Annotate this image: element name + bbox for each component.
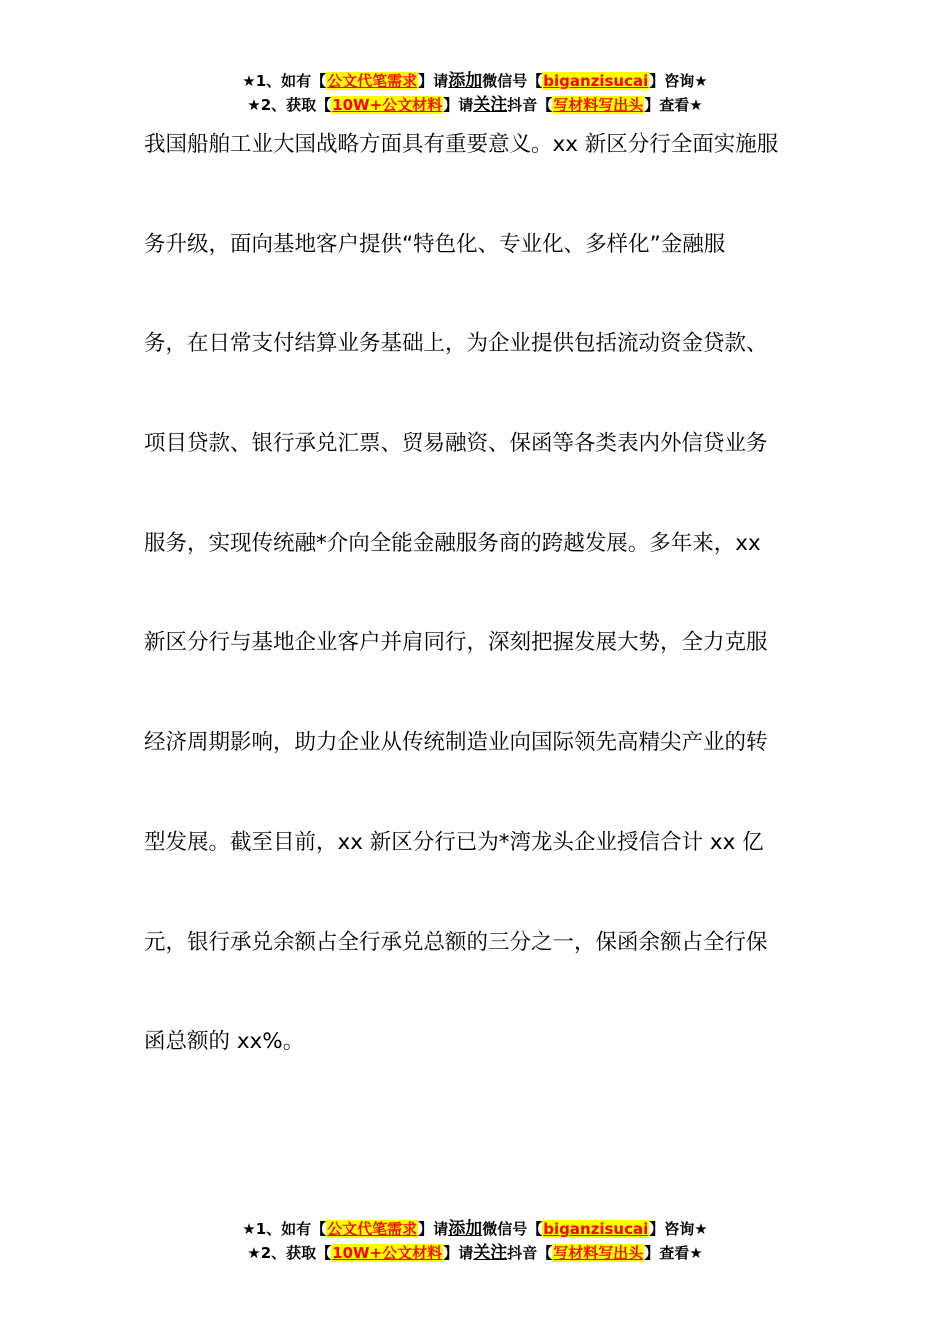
banner-highlight: 写材料写出头 <box>553 1244 644 1262</box>
body-line: 务升级，面向基地客户提供“特色化、专业化、多样化”金融服 <box>144 231 726 257</box>
body-line: 我国船舶工业大国战略方面具有重要意义。xx 新区分行全面实施服 <box>144 132 779 157</box>
banner-highlight: 10W+公文材料 <box>332 1244 443 1262</box>
banner-text: 】请 <box>418 1220 449 1238</box>
body-line: 服务，实现传统融*介向全能金融服务商的跨越发展。多年来，xx <box>144 530 761 556</box>
banner-text: 微信号【 <box>482 72 543 90</box>
banner-text: 微信号【 <box>482 1220 543 1238</box>
body-line: 新区分行与基地企业客户并肩同行，深刻把握发展大势，全力克服 <box>144 630 768 656</box>
banner-text: ★2、获取【 <box>247 1244 332 1262</box>
banner-line-1 <box>0 1217 950 1241</box>
footer-banner <box>0 1217 950 1265</box>
banner-emphasis: 添加 <box>448 71 483 91</box>
banner-emphasis: 关注 <box>473 95 508 115</box>
banner-text: 】查看★ <box>644 1244 703 1262</box>
banner-text: ★1、如有【 <box>242 72 327 90</box>
banner-line-2 <box>0 1241 950 1265</box>
body-line: 型发展。截至目前，xx 新区分行已为*湾龙头企业授信合计 xx 亿 <box>144 829 764 855</box>
banner-highlight: 公文代笔需求 <box>327 72 418 90</box>
banner-text: 抖音【 <box>507 96 553 114</box>
banner-text: ★1、如有【 <box>242 1220 327 1238</box>
banner-text: 】请 <box>443 96 474 114</box>
banner-text: 抖音【 <box>507 1244 553 1262</box>
banner-text: 】请 <box>418 72 449 90</box>
banner-text: 】请 <box>443 1244 474 1262</box>
body-line: 务，在日常支付结算业务基础上，为企业提供包括流动资金贷款、 <box>144 331 768 357</box>
banner-emphasis: 关注 <box>473 1243 508 1263</box>
header-banner <box>0 69 950 117</box>
banner-wechat-id: biganzisucai <box>543 72 649 90</box>
banner-line-1 <box>0 69 950 93</box>
body-line: 项目贷款、银行承兑汇票、贸易融资、保函等各类表内外信贷业务 <box>144 431 768 457</box>
banner-highlight: 写材料写出头 <box>553 96 644 114</box>
banner-emphasis: 添加 <box>448 1219 483 1239</box>
body-line: 元，银行承兑余额占全行承兑总额的三分之一，保函余额占全行保 <box>144 929 768 955</box>
document-body <box>144 125 824 1122</box>
banner-text: 】查看★ <box>644 96 703 114</box>
body-line: 函总额的 xx%。 <box>144 1029 305 1055</box>
banner-highlight: 公文代笔需求 <box>327 1220 418 1238</box>
banner-line-2 <box>0 93 950 117</box>
banner-text: 】咨询★ <box>649 72 708 90</box>
banner-text: ★2、获取【 <box>247 96 332 114</box>
banner-highlight: 10W+公文材料 <box>332 96 443 114</box>
banner-wechat-id: biganzisucai <box>543 1220 649 1238</box>
banner-text: 】咨询★ <box>649 1220 708 1238</box>
body-line: 经济周期影响，助力企业从传统制造业向国际领先高精尖产业的转 <box>144 730 768 756</box>
